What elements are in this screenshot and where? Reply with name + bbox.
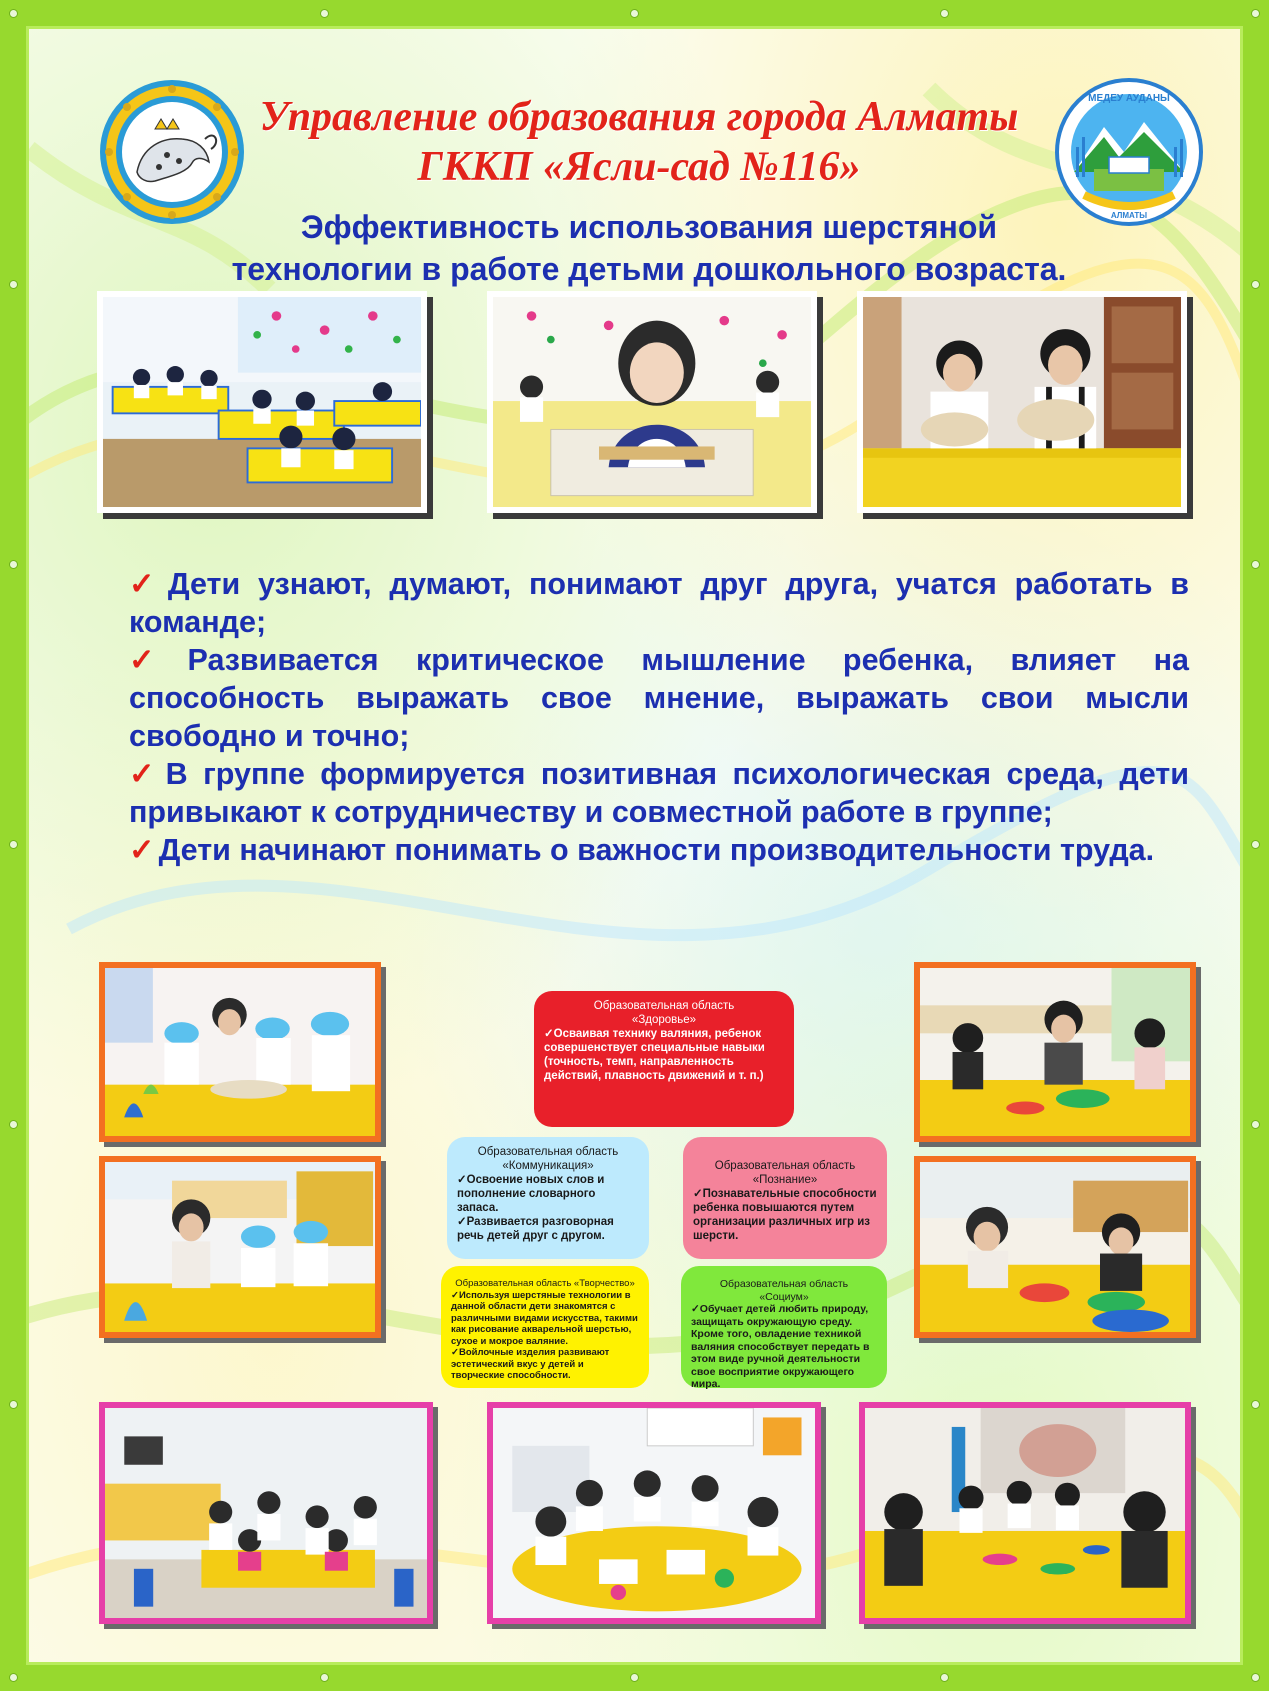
area-communication-name: «Коммуникация» <box>502 1160 594 1172</box>
area-society-text: ✓Обучает детей любить природу, защищать окружающую среду. Кроме того, овладение техникой валяния способствует передать в этом виде ручной деятельности свое восприятие окружающего мира. <box>691 1303 870 1390</box>
area-communication-box <box>447 1137 649 1259</box>
check-mark-icon: ✓ <box>129 757 162 791</box>
benefit-item <box>129 565 1189 641</box>
header-line-1: Управление образования города Алматы <box>259 94 1019 140</box>
rivet <box>1251 1120 1260 1129</box>
area-health-title: Образовательная область <box>593 1000 735 1012</box>
benefits-list <box>129 565 1189 869</box>
photo-children-round-table <box>487 1402 821 1624</box>
area-communication-text-2: ✓Развивается разговорная речь детей друг с другом. <box>457 1216 614 1242</box>
area-health-box <box>534 991 794 1127</box>
area-communication-text-1: ✓Освоение новых слов и пополнение словарного запаса. <box>457 1174 605 1214</box>
area-creativity-text-1: ✓Используя шерстяные технологии в данной области дети знакомятся с различными видами искусства, такими как рисование акварельной шерстью, сухое и мокрое валяние. <box>451 1289 638 1347</box>
area-creativity-box <box>441 1266 649 1388</box>
rivet <box>1251 9 1260 18</box>
rivet <box>940 9 949 18</box>
benefit-text: В группе формируется позитивная психологическая среда, дети привыкают к сотрудничеству и совместной работе в группе; <box>129 757 1189 829</box>
rivet <box>9 560 18 569</box>
area-health-name: «Здоровье» <box>631 1014 697 1026</box>
photo-children-projector-table <box>859 1402 1191 1624</box>
check-mark-icon: ✓ <box>129 643 184 677</box>
photo-group-room <box>99 1402 433 1624</box>
benefit-text: Развивается критическое мышление ребенка, влияет на способность выражать свое мнение, выражать свои мысли свободно и точно; <box>129 643 1190 753</box>
photo-boy-girl-wool <box>857 291 1187 513</box>
rivet <box>9 840 18 849</box>
rivet <box>9 1120 18 1129</box>
title-line-1: Эффективность использования шерстяной <box>300 209 998 245</box>
benefit-item <box>129 755 1189 831</box>
header-line-2: ГККП «Ясли-сад №116» <box>417 144 861 190</box>
rivet <box>9 1400 18 1409</box>
benefit-item <box>129 641 1189 755</box>
area-creativity-title: Образовательная область «Творчество» <box>455 1278 635 1289</box>
area-society-title: Образовательная область <box>719 1278 849 1290</box>
photo-teacher-children-table <box>99 1156 381 1338</box>
emblem-text-bottom: АЛМАТЫ <box>1110 211 1148 220</box>
area-creativity-text-2: ✓Войлочные изделия развивают эстетический вкус у детей и творческие способности. <box>451 1347 610 1381</box>
area-cognition-box <box>683 1137 887 1259</box>
photo-teacher-children-felting <box>99 962 381 1142</box>
rivet <box>9 280 18 289</box>
photo-girl-felting <box>487 291 817 513</box>
benefit-text: Дети узнают, думают, понимают друг друга, учатся работать в команде; <box>129 567 1190 639</box>
emblem-text-top: МЕДЕУ АУДАНЫ <box>1088 93 1170 104</box>
rivet <box>630 9 639 18</box>
rivet <box>1251 1400 1260 1409</box>
title-line-2: технологии в работе детьми дошкольного возраста. <box>231 251 1067 287</box>
rivet <box>9 9 18 18</box>
area-society-name: «Социум» <box>759 1290 809 1303</box>
rivet <box>940 1673 949 1682</box>
check-mark-icon: ✓ <box>129 567 164 601</box>
rivet <box>1251 280 1260 289</box>
check-mark-icon: ✓ <box>129 833 155 867</box>
benefit-text: Дети начинают понимать о важности производительности труда. <box>158 833 1155 867</box>
area-communication-title: Образовательная область <box>477 1146 619 1158</box>
medeu-district-emblem-icon <box>1054 77 1204 227</box>
rivet <box>1251 560 1260 569</box>
photo-classroom-wide <box>97 291 427 513</box>
rivet <box>630 1673 639 1682</box>
area-health-text: ✓Осваивая технику валяния, ребенок совершенствует специальные навыки (точность, темп, направленность действий, плавность движений и т. п.) <box>544 1028 765 1082</box>
benefit-item <box>129 831 1189 869</box>
rivet <box>1251 840 1260 849</box>
area-cognition-name: «Познание» <box>752 1174 818 1186</box>
poster-canvas <box>26 26 1243 1665</box>
area-society-box <box>681 1266 887 1388</box>
photo-children-colored-plates <box>914 1156 1196 1338</box>
area-cognition-title: Образовательная область <box>714 1160 856 1172</box>
rivet <box>320 1673 329 1682</box>
rivet <box>320 9 329 18</box>
area-cognition-text: ✓Познавательные способности ребенка повышаются путем организации различных игр из шерсти. <box>693 1188 877 1242</box>
almaty-city-emblem-icon <box>97 77 247 227</box>
photo-teacher-children-circle <box>914 962 1196 1142</box>
rivet <box>1251 1673 1260 1682</box>
rivet <box>9 1673 18 1682</box>
